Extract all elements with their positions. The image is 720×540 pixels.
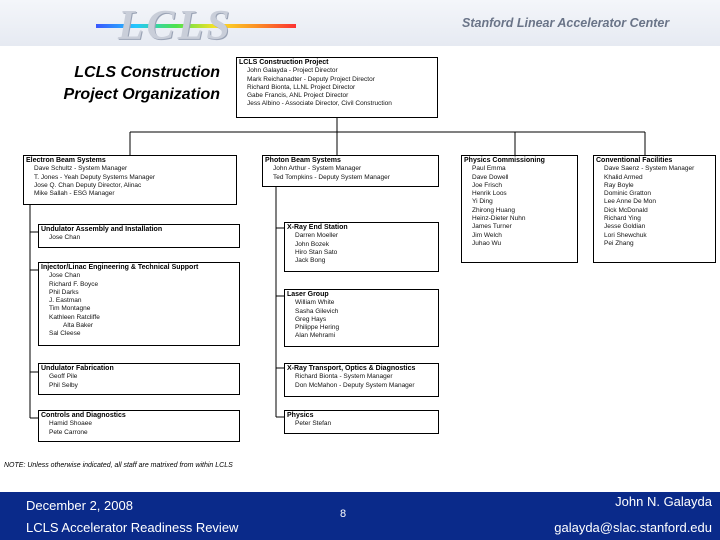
box-line: Lee Anne De Mon [604,198,657,206]
box-line: J. Eastman [49,297,82,305]
footnote: NOTE: Unless otherwise indicated, all staff are matrixed from within LCLS [4,462,233,469]
box-line: Heinz-Dieter Nuhn [472,215,526,223]
box-line: Gabe Francis, ANL Project Director [247,92,349,100]
box-controls-diagnostics [38,410,240,442]
footer-date: December 2, 2008 [26,498,133,513]
box-line: William White [295,299,335,307]
box-line: Hiro Stan Sato [295,248,338,256]
box-line: Lori Shewchuk [604,231,647,239]
box-line: Darren Moeller [295,232,338,240]
institution-name: Stanford Linear Accelerator Center [462,16,670,30]
box-title: X-Ray Transport, Optics & Diagnostics [287,365,416,372]
page-number: 8 [340,508,347,520]
box-line: Don McMahon - Deputy System Manager [295,381,415,389]
box-line: Yi Ding [472,198,493,206]
footer-email: galayda@slac.stanford.edu [554,520,712,535]
box-line: Jose Chan [49,234,81,242]
box-line: Dick McDonald [604,206,648,214]
lcls-logo: LCLS [118,3,233,49]
box-line: T. Jones - Yeah Deputy Systems Manager [34,173,156,181]
box-line: Jess Albino - Associate Director, Civil Construction [247,100,392,108]
box-line: John Arthur - System Manager [273,165,362,173]
box-photon-beam-systems [262,155,439,187]
box-title: Physics Commissioning [464,157,545,164]
box-xray-transport [284,363,439,397]
slide-title-line1: LCLS Construction [74,64,220,81]
box-line: Dave Schultz - System Manager [34,165,128,173]
box-title: Photon Beam Systems [265,157,341,164]
footer-event: LCLS Accelerator Readiness Review [26,520,239,535]
box-line: Greg Hays [295,315,327,323]
box-title: Laser Group [287,291,329,298]
box-line: Phil Selby [49,381,78,389]
box-line: Khalid Armed [604,173,643,181]
box-line: John Bozek [295,240,329,248]
box-title: Controls and Diagnostics [41,412,126,419]
box-line: Dave Dowell [472,173,509,181]
box-line: Alta Baker [63,322,93,330]
footer-bar [0,492,720,540]
slide-title-line2: Project Organization [63,86,220,103]
box-laser-group [284,289,439,347]
box-line: Pei Zhang [604,239,634,247]
box-line: Richard Ying [604,215,641,223]
box-line: Phil Darks [49,288,79,296]
box-line: Jim Welch [472,231,502,239]
box-line: Mark Reichanadter - Deputy Project Director [247,75,375,83]
box-title: LCLS Construction Project [239,59,329,66]
box-line: Hamid Shoaee [49,420,92,428]
box-line: Jose Chan [49,272,81,280]
box-line: Ted Tompkins - Deputy System Manager [273,173,390,181]
box-electron-beam-systems [23,155,237,205]
box-title: Undulator Fabrication [41,365,114,372]
box-line: Alan Mehrami [295,332,336,340]
box-line: Jose Q. Chan Deputy Director, Alinac [34,181,142,189]
box-line: Henrik Loos [472,190,507,198]
box-line: Sal Cleese [49,330,81,338]
box-title: Physics [287,412,314,419]
box-line: Paul Emma [472,165,506,173]
box-physics [284,410,439,434]
box-line: Kathleen Ratcliffe [49,313,100,321]
box-line: Peter Stefan [295,420,332,428]
box-line: Dave Saenz - System Manager [604,165,695,173]
box-conventional-facilities [593,155,716,263]
box-line: Jack Bong [295,257,326,265]
box-undulator-fabrication [38,363,240,395]
box-line: John Galayda - Project Director [247,67,338,75]
box-title: Undulator Assembly and Installation [41,226,163,233]
box-line: Richard Bionta, LLNL Project Director [247,83,356,91]
box-title: Injector/Linac Engineering & Technical Support [41,264,199,271]
box-line: Ray Boyle [604,181,634,189]
box-title: Electron Beam Systems [26,157,106,164]
box-line: Tim Montagne [49,305,91,313]
box-undulator-assembly [38,224,240,248]
box-line: Geoff Pile [49,373,78,381]
box-line: Juhao Wu [472,239,502,247]
box-xray-end-station [284,222,439,272]
box-physics-commissioning [461,155,578,263]
box-injector-linac-engineering [38,262,240,346]
box-line: Zhirong Huang [472,206,515,214]
box-line: Joe Frisch [472,181,502,189]
box-title: X-Ray End Station [287,224,348,231]
box-line: James Turner [472,223,512,231]
box-line: Philippe Hering [295,324,340,332]
box-line: Pete Carrone [49,428,88,436]
box-line: Sasha Gilevich [295,307,339,315]
footer-author: John N. Galayda [615,494,712,509]
box-line: Dominic Gratton [604,190,651,198]
box-line: Richard Bionta - System Manager [295,373,393,381]
box-line: Mike Sallah - ESG Manager [34,190,115,198]
box-line: Richard F. Boyce [49,280,99,288]
box-line: Jesse Goldian [604,223,646,231]
box-title: Conventional Facilities [596,157,673,164]
box-construction-project [236,57,438,118]
